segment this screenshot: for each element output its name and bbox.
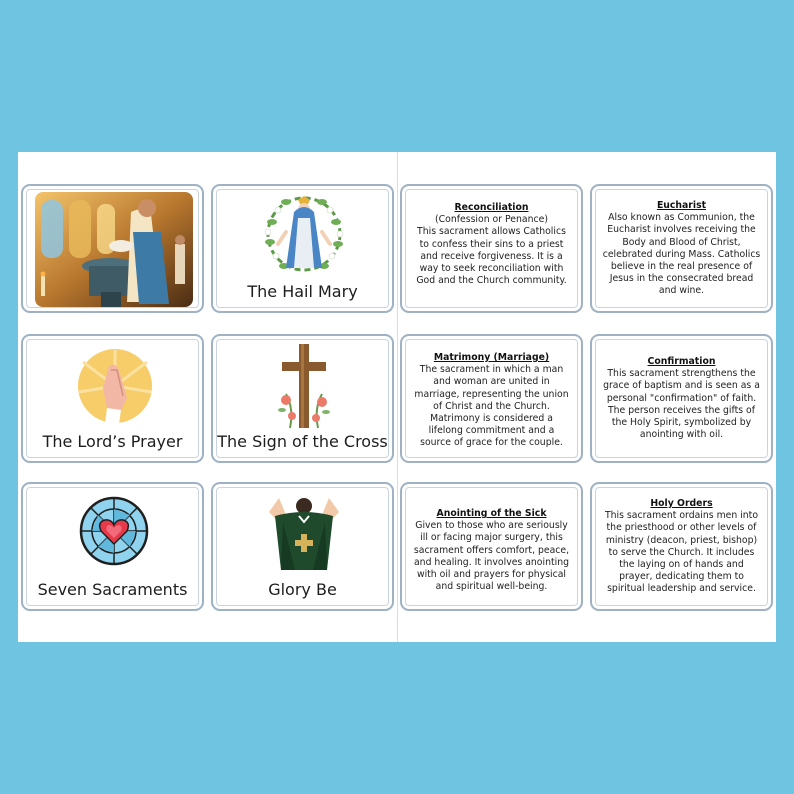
- card-body: This sacrament ordains men into the priesthood or other levels of ministry (deacon, priest, bishop) to serve the Church. It includes the laying on of hands and prayer, dedicating them to spiritual leadership and service.: [604, 510, 759, 595]
- card-label: The Hail Mary: [247, 282, 358, 301]
- card-holy-orders: [590, 482, 773, 611]
- baptism-photo: [35, 192, 193, 307]
- card-glory-be: [211, 482, 394, 611]
- stained-glass-heart-icon: [79, 496, 149, 566]
- card-baptism-photo: [21, 184, 204, 313]
- card-body: This sacrament strengthens the grace of baptism and is seen as a personal "confirmation" of faith. The person receives the gifts of the Holy Spirit, symbolized by anointing with oil.: [603, 368, 760, 441]
- card-body: The sacrament in which a man and woman are united in marriage, representing the union of Christ and the Church. Matrimony is considered a lifelong commitment and a source of grace for the couple.: [414, 364, 569, 449]
- mary-wreath-icon: [260, 192, 348, 278]
- card-reconciliation: [400, 184, 583, 313]
- praying-hands-icon: [77, 348, 153, 424]
- card-title: Matrimony (Marriage): [433, 352, 550, 363]
- page-divider: [397, 152, 398, 642]
- card-lords-prayer: [21, 334, 204, 463]
- card-anointing-of-the-sick: [400, 482, 583, 611]
- card-title: Anointing of the Sick: [436, 508, 547, 519]
- card-label: Seven Sacraments: [37, 580, 188, 599]
- card-subtitle: (Confession or Penance): [435, 214, 548, 226]
- card-body: Also known as Communion, the Eucharist involves receiving the Body and Blood of Christ, celebrated during Mass. Catholics believe in the real presence of Jesus in the consecrated bread and wine.: [602, 212, 761, 297]
- printable-sheet: [18, 152, 776, 642]
- card-title: Confirmation: [647, 356, 716, 367]
- cross-flowers-icon: [276, 342, 332, 432]
- priest-raised-arms-icon: [265, 492, 343, 570]
- card-confirmation: [590, 334, 773, 463]
- card-matrimony: [400, 334, 583, 463]
- card-label: Glory Be: [268, 580, 337, 599]
- card-seven-sacraments: [21, 482, 204, 611]
- card-hail-mary: [211, 184, 394, 313]
- card-title: Holy Orders: [650, 498, 713, 509]
- card-label: The Lord’s Prayer: [42, 432, 183, 451]
- card-title: Reconciliation: [454, 202, 529, 213]
- card-sign-of-the-cross: [211, 334, 394, 463]
- card-body: Given to those who are seriously ill or facing major surgery, this sacrament offers comfort, peace, and healing. It involves anointing with oil and prayers for physical and spiritual well-being.: [413, 520, 570, 593]
- card-label: The Sign of the Cross: [217, 432, 388, 451]
- card-eucharist: [590, 184, 773, 313]
- card-body: This sacrament allows Catholics to confess their sins to a priest and receive forgiveness. It is a way to seek reconciliation with God and the Church community.: [416, 226, 567, 287]
- card-title: Eucharist: [656, 200, 707, 211]
